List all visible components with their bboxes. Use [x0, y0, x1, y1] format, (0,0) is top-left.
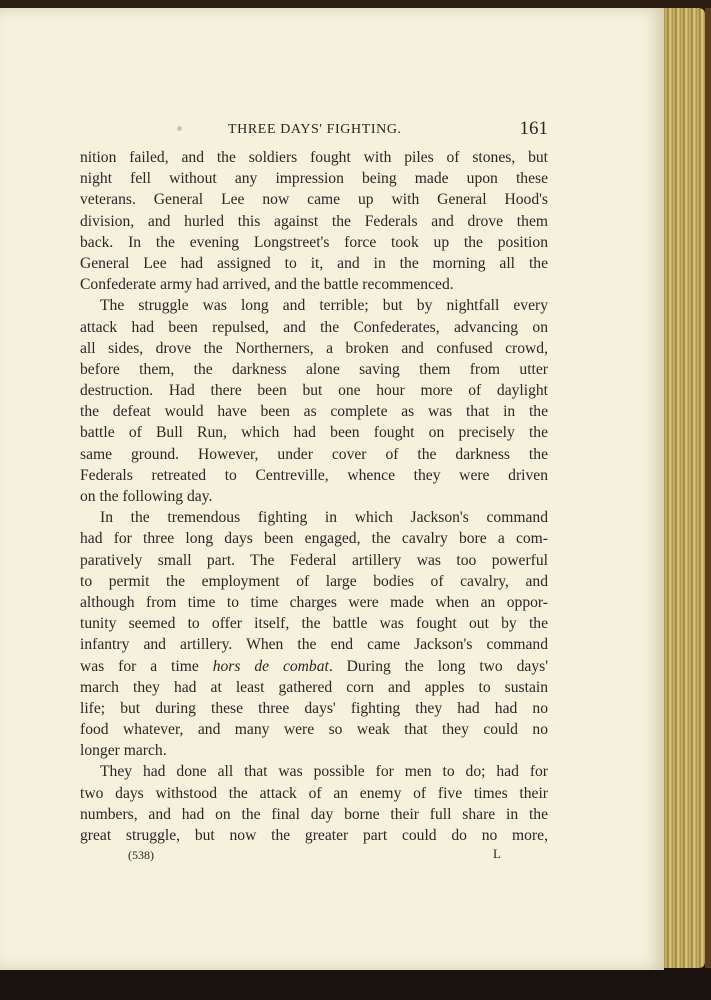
page-number: 161: [519, 118, 548, 139]
text-line: life; but during these three days' fighting they had had no: [80, 699, 548, 717]
text-line: In the tremendous fighting in which Jackson's command: [100, 509, 548, 527]
text-line: destruction. Had there been but one hour more of daylight: [80, 382, 548, 400]
text-line: all sides, drove the Northerners, a broken and confused crowd,: [80, 339, 548, 357]
text-line: longer march.: [80, 742, 167, 760]
text-line: nition failed, and the soldiers fought with piles of stones, but: [80, 149, 548, 166]
text-line: veterans. General Lee now came up with General Hood's: [80, 191, 548, 209]
text-line: night fell without any impression being made upon these: [80, 170, 548, 188]
text-line: Confederate army had arrived, and the battle recommenced.: [80, 276, 454, 294]
text-line: numbers, and had on the final day borne their full share in the: [80, 805, 548, 823]
scan-top-border: [0, 0, 711, 8]
text-line: paratively small part. The Federal artillery was too powerful: [80, 551, 548, 569]
text-line: Federals retreated to Centreville, whence they were driven: [80, 466, 548, 484]
text-line: They had done all that was possible for men to do; had for: [100, 763, 548, 781]
text-line: back. In the evening Longstreet's force took up the position: [80, 233, 548, 251]
text-line: tunity seemed to offer itself, the battle was fought out by the: [80, 615, 548, 633]
text-line: battle of Bull Run, which had been fought on precisely the: [80, 424, 548, 442]
text-line: was for a time hors de combat. During the long two days': [80, 657, 548, 675]
text-line: attack had been repulsed, and the Confederates, advancing on: [80, 318, 548, 336]
text-line: although from time to time charges were made when an oppor-: [80, 593, 548, 611]
text-line: the defeat would have been as complete as was that in the: [80, 403, 548, 421]
running-head: [80, 118, 548, 142]
italic-phrase: hors de combat: [212, 657, 329, 675]
scan-bottom-border: [0, 970, 711, 1000]
text-line: two days withstood the attack of an enemy of five times their: [80, 784, 548, 802]
text-line: same ground. However, under cover of the darkness the: [80, 445, 548, 463]
running-title: THREE DAYS' FIGHTING.: [228, 122, 402, 137]
text-line: before them, the darkness alone saving them from utter: [80, 360, 548, 378]
text-line: march they had at least gathered corn and apples to sustain: [80, 678, 548, 696]
signature-mark: (538): [128, 848, 154, 862]
text-line: to permit the employment of large bodies of cavalry, and: [80, 572, 548, 590]
text-line: The struggle was long and terrible; but by nightfall every: [100, 297, 548, 315]
text-line: great struggle, but now the greater part could do no more,: [80, 827, 548, 844]
text-line: had for three long days been engaged, the cavalry bore a com-: [80, 530, 548, 548]
text-line: on the following day.: [80, 488, 213, 505]
text-line: food whatever, and many were so weak that they could no: [80, 721, 548, 739]
text-line: General Lee had assigned to it, and in the morning all the: [80, 254, 548, 272]
text-line: infantry and artillery. When the end came Jackson's command: [80, 636, 548, 654]
body-text: [80, 147, 548, 846]
gathering-letter: L: [493, 846, 501, 861]
text-line: division, and hurled this against the Federals and drove them: [80, 212, 548, 230]
